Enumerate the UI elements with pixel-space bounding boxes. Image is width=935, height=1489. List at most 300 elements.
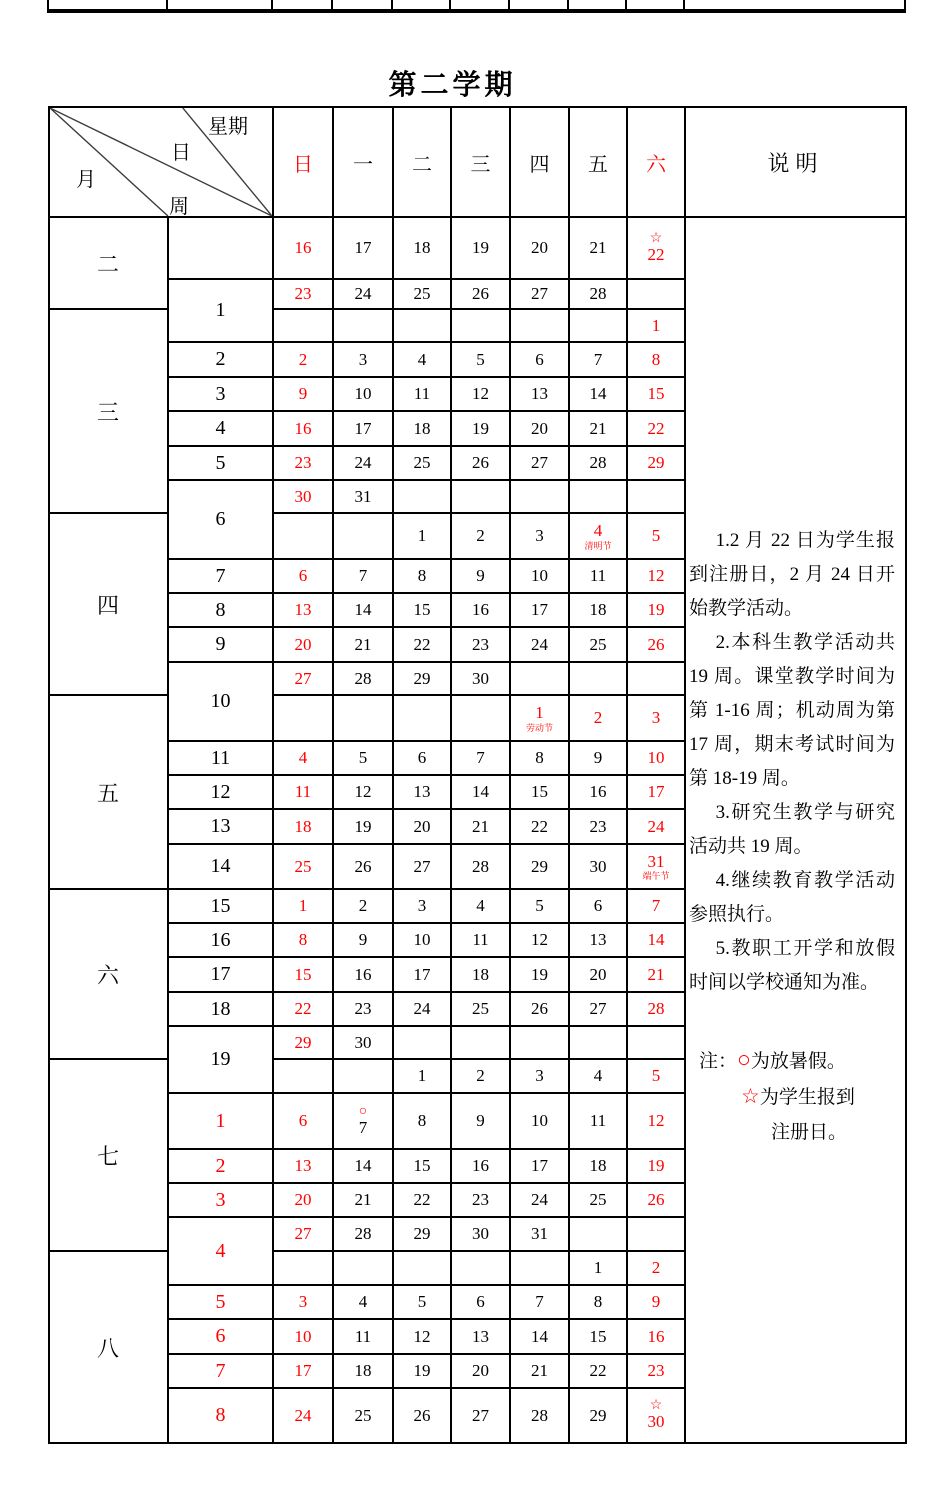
cell-value: 1 — [298, 896, 308, 916]
day-cell — [451, 559, 510, 593]
cell-value: 22 — [413, 1190, 431, 1210]
cell-value: 21 — [647, 964, 665, 984]
day-cell — [273, 1217, 333, 1251]
day-cell — [627, 662, 685, 695]
day-cell — [627, 411, 685, 446]
cell-value: 20 — [294, 1190, 312, 1210]
cell-value: 18 — [589, 1156, 607, 1176]
vacation-circle-icon: ○ — [737, 1047, 751, 1072]
cell-value: 8 — [298, 930, 308, 950]
day-cell — [627, 1059, 685, 1093]
cell-value: 13 — [413, 782, 431, 802]
cell-value: 15 — [294, 964, 312, 984]
cell-value: 9 — [358, 930, 368, 950]
cell-value: 六 — [96, 962, 120, 988]
cell-value: 11 — [413, 384, 431, 404]
day-cell — [510, 1093, 569, 1149]
day-cell — [451, 217, 510, 279]
day-cell — [333, 446, 393, 480]
cell-value: 12 — [647, 566, 665, 586]
day-cell — [393, 1217, 451, 1251]
cell-value: 2 — [651, 1258, 661, 1278]
cell-value: 6 — [417, 748, 427, 768]
day-cell — [510, 1217, 569, 1251]
cell-value: 8 — [215, 598, 226, 621]
note-paragraph: 5.教职工开学和放假时间以学校通知为准。 — [689, 938, 895, 993]
cell-value: 29 — [531, 856, 548, 876]
cell-value: 19 — [472, 238, 489, 258]
cell-value: 4 — [417, 349, 427, 369]
day-cell — [451, 695, 510, 741]
cell-value: 6 — [476, 1292, 485, 1312]
cell-value: 10 — [210, 690, 231, 712]
cell-value: 3 — [417, 896, 427, 916]
holiday-label: 清明节 — [584, 540, 612, 551]
cell-value: 24 — [294, 1405, 312, 1425]
day-cell — [393, 662, 451, 695]
day-cell — [510, 923, 569, 957]
cell-value: 31 — [354, 486, 372, 506]
day-cell — [333, 1319, 393, 1354]
cell-value: 18 — [210, 997, 231, 1020]
day-cell — [333, 1026, 393, 1059]
cell-value: 5 — [651, 1066, 661, 1086]
day-cell — [569, 480, 627, 513]
day-cell — [627, 377, 685, 411]
cell-value: 30 — [472, 1224, 489, 1244]
legend-line-registration2: 注册日。 — [771, 1122, 848, 1143]
day-cell — [333, 627, 393, 662]
day-cell — [569, 446, 627, 480]
cell-value: 23 — [472, 1190, 489, 1210]
calendar-row — [49, 217, 906, 279]
cell-value: 8 — [535, 748, 544, 768]
month-cell — [49, 889, 168, 1059]
cell-value: 17 — [354, 418, 372, 438]
day-cell — [273, 309, 333, 342]
cell-value: 4 — [215, 417, 226, 439]
cell-value: 9 — [593, 748, 603, 768]
day-cell — [273, 957, 333, 992]
day-cell — [393, 1354, 451, 1388]
day-cell — [333, 411, 393, 446]
notes-content — [686, 524, 905, 1150]
cell-value: 2 — [593, 708, 603, 728]
cell-value: 12 — [210, 780, 231, 803]
cell-value: 11 — [589, 1111, 607, 1131]
holiday-label: 劳动节 — [525, 722, 553, 733]
day-cell — [393, 446, 451, 480]
cell-value: 14 — [354, 1156, 372, 1176]
week-number-cell — [168, 1026, 273, 1093]
day-cell — [510, 1059, 569, 1093]
ghost-cell — [509, 0, 568, 11]
day-cell — [393, 411, 451, 446]
day-cell — [273, 741, 333, 775]
cell-value: 17 — [531, 1156, 548, 1176]
cell-value: 20 — [531, 238, 548, 258]
day-cell — [510, 844, 569, 889]
cell-value: 三 — [96, 399, 120, 425]
day-cell — [393, 695, 451, 741]
cell-value: 9 — [215, 633, 226, 655]
semester-calendar-table — [48, 106, 907, 1444]
cell-value: 20 — [413, 816, 431, 836]
day-cell — [333, 1217, 393, 1251]
day-cell — [627, 309, 685, 342]
day-cell — [569, 279, 627, 309]
cell-value: 10 — [531, 566, 548, 586]
month-cell — [49, 513, 168, 695]
cell-value: 14 — [210, 855, 231, 877]
cell-value: 12 — [413, 1326, 431, 1346]
cell-value: 23 — [294, 453, 312, 473]
cell-value: 1 — [593, 1258, 603, 1278]
weekday-header-sat: 六 — [627, 107, 685, 217]
day-cell — [393, 279, 451, 309]
day-cell — [627, 627, 685, 662]
week-number-cell — [168, 1388, 273, 1443]
day-cell — [393, 844, 451, 889]
day-cell — [333, 1149, 393, 1183]
cell-value: 22 — [531, 816, 548, 836]
month-cell — [49, 309, 168, 513]
registration-star-icon: ☆ — [649, 230, 663, 246]
cell-value: 16 — [472, 600, 489, 620]
cell-value: 29 — [294, 1032, 312, 1052]
day-cell — [393, 513, 451, 559]
day-cell — [273, 1093, 333, 1149]
cell-value: 7 — [593, 349, 603, 369]
month-cell — [49, 1059, 168, 1251]
cell-value: 28 — [589, 284, 607, 304]
legend — [689, 1042, 895, 1150]
week-number-cell — [168, 593, 273, 627]
ghost-cell — [568, 0, 626, 11]
cell-value: 21 — [589, 238, 607, 258]
day-cell — [510, 992, 569, 1026]
day-cell — [510, 1183, 569, 1217]
cell-value: 14 — [531, 1326, 548, 1346]
holiday-label: 端午节 — [642, 871, 670, 882]
day-cell — [273, 1285, 333, 1319]
ghost-cell — [167, 0, 272, 11]
day-cell — [333, 1354, 393, 1388]
weekday-header-sun: 日 — [273, 107, 333, 217]
cell-value: 12 — [531, 930, 548, 950]
cell-value: 4 — [358, 1292, 368, 1312]
day-cell — [273, 662, 333, 695]
cell-value: 6 — [535, 349, 544, 369]
day-cell — [273, 593, 333, 627]
day-cell — [510, 279, 569, 309]
legend-prefix: 注： — [699, 1051, 738, 1072]
day-cell — [569, 1183, 627, 1217]
cell-value: 13 — [531, 384, 548, 404]
day-cell — [451, 992, 510, 1026]
corner-label-weekday: 星期 — [208, 116, 248, 138]
day-cell — [333, 662, 393, 695]
day-cell — [451, 662, 510, 695]
cell-value: 11 — [354, 1326, 372, 1346]
day-cell — [333, 695, 393, 741]
day-cell — [273, 923, 333, 957]
day-cell — [393, 957, 451, 992]
cell-value: 11 — [210, 746, 231, 769]
day-cell — [627, 480, 685, 513]
cell-value: 21 — [472, 816, 489, 836]
week-number-cell — [168, 446, 273, 480]
day-cell — [333, 1059, 393, 1093]
day-cell — [393, 480, 451, 513]
day-cell — [569, 513, 627, 559]
day-cell — [451, 889, 510, 923]
cell-value: 29 — [647, 453, 665, 473]
cell-value: 7 — [535, 1292, 544, 1312]
day-cell — [627, 923, 685, 957]
day-cell — [451, 957, 510, 992]
day-cell — [510, 1026, 569, 1059]
cell-value: 6 — [215, 508, 226, 530]
day-cell — [451, 1354, 510, 1388]
day-cell — [627, 1026, 685, 1059]
week-number-cell — [168, 411, 273, 446]
day-cell — [569, 217, 627, 279]
note-paragraph: 4.继续教育教学活动参照执行。 — [689, 870, 895, 925]
cell-value: 2 — [215, 1154, 226, 1177]
day-cell — [627, 559, 685, 593]
cell-value: 17 — [294, 1361, 312, 1381]
cell-value: 17 — [647, 782, 665, 802]
day-cell — [333, 309, 393, 342]
cell-value: 24 — [531, 634, 548, 654]
day-cell — [569, 844, 627, 889]
day-cell — [273, 809, 333, 844]
cell-value: 3 — [535, 1066, 544, 1086]
day-cell — [333, 377, 393, 411]
cell-value: 21 — [589, 418, 607, 438]
day-cell — [451, 309, 510, 342]
day-cell — [451, 1251, 510, 1285]
ghost-cell — [272, 0, 332, 11]
day-cell — [451, 446, 510, 480]
cell-value: 二 — [96, 251, 120, 277]
ghost-cell — [392, 0, 450, 11]
day-cell — [273, 844, 333, 889]
day-cell — [451, 342, 510, 377]
cell-value: 12 — [354, 782, 372, 802]
cell-value: 3 — [215, 382, 226, 405]
cell-value: 11 — [472, 930, 489, 950]
day-cell — [333, 279, 393, 309]
day-cell — [569, 1388, 627, 1443]
cell-value: 25 — [413, 453, 431, 473]
day-cell — [451, 1319, 510, 1354]
previous-table-edge — [47, 0, 906, 13]
cell-value: 2 — [476, 1066, 485, 1086]
cell-value: 27 — [413, 856, 431, 876]
corner-label-day: 日 — [171, 142, 191, 164]
week-number-cell — [168, 992, 273, 1026]
day-cell — [451, 377, 510, 411]
cell-value: 4 — [298, 748, 308, 768]
day-cell — [569, 1026, 627, 1059]
cell-value: 5 — [215, 1290, 226, 1313]
cell-value: 16 — [589, 782, 607, 802]
cell-value: 19 — [210, 1048, 231, 1070]
week-number-cell — [168, 809, 273, 844]
cell-value: 24 — [354, 453, 372, 473]
cell-value: 13 — [472, 1326, 489, 1346]
cell-value: 23 — [472, 634, 489, 654]
day-cell — [627, 695, 685, 741]
cell-value: 30 — [354, 1032, 372, 1052]
cell-value: 20 — [589, 964, 607, 984]
corner-cell — [49, 107, 273, 217]
day-cell — [510, 593, 569, 627]
day-cell — [273, 480, 333, 513]
day-cell — [273, 342, 333, 377]
day-cell — [627, 957, 685, 992]
note-paragraph: 3.研究生教学与研究活动共 19 周。 — [689, 802, 895, 857]
day-cell — [393, 377, 451, 411]
cell-value: 4 — [215, 1239, 226, 1262]
cell-value: 15 — [413, 1156, 431, 1176]
ghost-cell — [332, 0, 392, 11]
day-cell — [451, 844, 510, 889]
ghost-cell — [684, 0, 905, 11]
day-cell — [569, 1093, 627, 1149]
cell-value: 14 — [589, 384, 607, 404]
cell-value: 27 — [589, 999, 607, 1019]
day-cell — [393, 1093, 451, 1149]
cell-value: 15 — [531, 782, 548, 802]
day-cell — [627, 1093, 685, 1149]
day-cell — [333, 559, 393, 593]
day-cell — [627, 1251, 685, 1285]
day-cell — [510, 1319, 569, 1354]
cell-value: 28 — [531, 1405, 548, 1425]
cell-value: 21 — [354, 1190, 372, 1210]
day-cell — [393, 775, 451, 809]
day-cell — [627, 513, 685, 559]
cell-value: 26 — [472, 284, 489, 304]
cell-value: 1 — [215, 1109, 226, 1132]
cell-value: 12 — [647, 1111, 665, 1131]
day-cell — [273, 377, 333, 411]
cell-value: 11 — [589, 566, 607, 586]
day-cell — [510, 1354, 569, 1388]
day-cell — [451, 775, 510, 809]
cell-value: 22 — [589, 1361, 607, 1381]
note-paragraph: 2.本科生教学活动共 19 周。课堂教学时间为第 1-16 周；机动周为第 17 周，期末考试时间为第 18-19 周。 — [689, 632, 895, 789]
day-cell — [510, 957, 569, 992]
day-cell — [510, 480, 569, 513]
day-cell — [273, 279, 333, 309]
cell-value: 30 — [647, 1412, 665, 1432]
cell-value: 9 — [476, 566, 485, 586]
day-cell — [393, 627, 451, 662]
week-number-cell — [168, 342, 273, 377]
cell-value: 8 — [593, 1292, 603, 1312]
cell-value: 15 — [413, 600, 431, 620]
day-cell — [333, 1285, 393, 1319]
cell-value: 30 — [472, 668, 489, 688]
day-cell — [510, 559, 569, 593]
cell-value: 6 — [298, 1111, 308, 1131]
cell-value: 2 — [298, 349, 308, 369]
cell-value: 1 — [417, 1066, 427, 1086]
day-cell — [451, 1217, 510, 1251]
week-number-cell — [168, 1319, 273, 1354]
page-title: 第二学期 — [388, 70, 517, 101]
day-cell — [569, 593, 627, 627]
weekday-header-wed: 三 — [451, 107, 510, 217]
day-cell — [510, 446, 569, 480]
day-cell — [627, 1319, 685, 1354]
day-cell — [273, 1149, 333, 1183]
cell-value: 10 — [294, 1326, 312, 1346]
cell-value: 7 — [651, 896, 661, 916]
day-cell — [393, 309, 451, 342]
week-number-cell — [168, 889, 273, 923]
cell-value: 1 — [651, 315, 661, 335]
cell-value: 30 — [589, 856, 607, 876]
day-cell — [333, 923, 393, 957]
cell-value: 1 — [535, 703, 544, 723]
cell-value: 17 — [531, 600, 548, 620]
cell-value: 21 — [354, 634, 372, 654]
cell-value: 18 — [413, 418, 431, 438]
cell-value: 8 — [417, 566, 427, 586]
day-cell — [333, 1183, 393, 1217]
notes-cell — [685, 217, 906, 1443]
day-cell — [273, 889, 333, 923]
day-cell — [393, 923, 451, 957]
day-cell — [393, 1026, 451, 1059]
cell-value: 19 — [647, 1156, 665, 1176]
cell-value: 26 — [413, 1405, 431, 1425]
day-cell — [393, 1183, 451, 1217]
cell-value: 13 — [589, 930, 607, 950]
cell-value: 20 — [294, 634, 312, 654]
day-cell — [393, 1059, 451, 1093]
day-cell — [569, 775, 627, 809]
week-number-cell — [168, 662, 273, 741]
cell-value: 7 — [476, 748, 485, 768]
cell-value: 15 — [647, 384, 665, 404]
cell-value: 7 — [358, 566, 368, 586]
cell-value: 16 — [294, 418, 312, 438]
registration-star-icon: ☆ — [741, 1084, 760, 1108]
day-cell — [510, 1388, 569, 1443]
cell-value: 25 — [354, 1405, 372, 1425]
cell-value: 26 — [472, 453, 489, 473]
day-cell — [569, 992, 627, 1026]
cell-value: 22 — [413, 634, 431, 654]
cell-value: 20 — [472, 1361, 489, 1381]
cell-value: 26 — [647, 634, 665, 654]
day-cell — [451, 809, 510, 844]
week-number-cell — [168, 741, 273, 775]
cell-value: 25 — [472, 999, 489, 1019]
day-cell — [510, 342, 569, 377]
cell-value: 18 — [472, 964, 489, 984]
cell-value: 5 — [215, 451, 226, 474]
day-cell — [510, 1285, 569, 1319]
cell-value: 26 — [531, 999, 548, 1019]
week-number-cell — [168, 217, 273, 279]
